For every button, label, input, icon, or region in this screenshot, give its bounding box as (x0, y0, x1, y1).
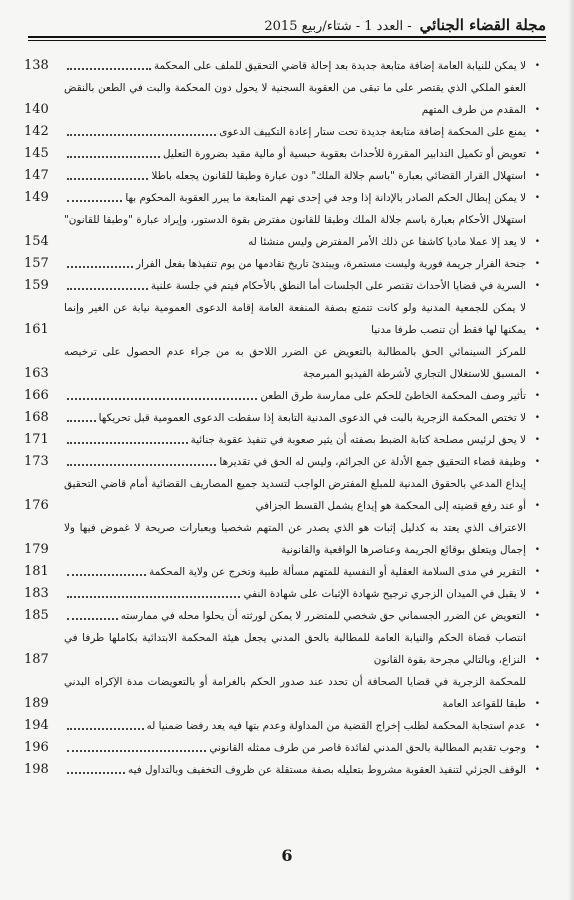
toc-entry[interactable] (24, 583, 540, 605)
dot-leader (67, 596, 240, 598)
entry-title: للمركز السينمائي الحق بالمطالبة بالتعويض عن الضرر اللاحق به من جراء عدم الحصول على ترخيصه المسبق للاستغلال التجاري لأشرطة الفيديو المبرمجة (64, 346, 526, 380)
entry-title: لا يقبل في الميدان الزجري ترجيح شهادة الإثبات على شهادة النفي (243, 588, 526, 600)
bullet-icon: • (534, 325, 540, 335)
bullet-icon: • (534, 699, 540, 709)
toc-entry[interactable] (24, 737, 540, 759)
dot-leader (67, 134, 216, 136)
dot-leader (67, 288, 148, 290)
dot-leader (67, 574, 146, 576)
entry-title: السرية في قضايا الأحداث تقتصر على الجلسات أما النطق بالأحكام فيتم في جلسة علنية (150, 280, 526, 292)
dot-leader (67, 442, 188, 444)
journal-title: مجلة القضاء الجنائي (419, 16, 546, 34)
bullet-icon: • (534, 721, 540, 731)
entry-page: 145 (24, 146, 49, 161)
bullet-icon: • (534, 281, 540, 291)
entry-page: 166 (24, 388, 49, 403)
entry-page: 154 (24, 234, 49, 249)
entry-page: 163 (24, 366, 49, 381)
bullet-icon: • (534, 413, 540, 423)
dot-leader (67, 200, 122, 202)
toc-entry[interactable] (24, 759, 540, 781)
dot-leader (67, 68, 151, 70)
entry-page: 140 (24, 102, 49, 117)
entry-page: 159 (24, 278, 49, 293)
entry-title: استهلال القرار القضائي بعبارة "باسم جلالة الملك" دون عبارة وطبقا للقانون يجعله باطلا (151, 170, 526, 182)
dot-leader (67, 266, 133, 268)
entry-title: وظيفة قضاء التحقيق جمع الأدلة عن الجرائم، وليس له الحق في تقديرها (219, 456, 526, 468)
dot-leader (67, 728, 144, 730)
toc-entry[interactable] (24, 275, 540, 297)
issue-info: - العدد 1 - شتاء/ربيع 2015 (264, 19, 412, 34)
entry-title: التقرير في مدى السلامة العقلية أو النفسية للمتهم مسألة طبية وتخرج عن ولاية المحكمة (149, 566, 526, 578)
bullet-icon: • (534, 589, 540, 599)
bullet-icon: • (534, 127, 540, 137)
entry-page: 187 (24, 652, 49, 667)
bullet-icon: • (534, 765, 540, 775)
entry-page: 157 (24, 256, 49, 271)
page-edge-shadow (568, 0, 574, 900)
dot-leader (67, 156, 160, 158)
dot-leader (67, 420, 96, 422)
entry-title: العفو الملكي الذي يقتصر على ما تبقى من العقوبة السجنية لا يحول دون المحكمة والبت في الطعن بالنقض المقدم من طرف المتهم (64, 82, 526, 116)
toc-entry[interactable] (24, 55, 540, 77)
toc-entry[interactable] (24, 143, 540, 165)
bullet-icon: • (534, 105, 540, 115)
entry-page: 149 (24, 190, 49, 205)
entry-title: يمنع على المحكمة إضافة متابعة جديدة تحت ستار إعادة التكييف الدعوى (219, 126, 526, 138)
bullet-icon: • (534, 567, 540, 577)
page-number: 6 (281, 846, 293, 865)
entry-title: عدم استجابة المحكمة لطلب إخراج القضية من المداولة وعدم بتها فيه يعد رفضا ضمنيا له (146, 720, 526, 732)
entry-title: لا يمكن إبطال الحكم الصادر بالإدانة إذا وجد في إحدى تهم المتابعة ما يبرر العقوبة المحكوم بها (125, 192, 526, 204)
toc-entry[interactable] (24, 671, 540, 715)
entry-page: 161 (24, 322, 49, 337)
dot-leader (67, 178, 148, 180)
entry-page: 181 (24, 564, 49, 579)
bullet-icon: • (534, 237, 540, 247)
bullet-icon: • (534, 259, 540, 269)
dot-leader (67, 398, 257, 400)
toc-entry[interactable] (24, 517, 540, 561)
entry-title: للمحكمة الزجرية في قضايا الصحافة أن تحدد عند صدور الحكم بالغرامة أو بالتعويضات مدة الإكراه البدني طبقا للقواعد العامة (64, 676, 526, 710)
entry-title: الاعتراف الذي يعتد به كدليل إثبات هو الذي يصدر عن المتهم شخصيا وبعبارات صريحة لا غموض فيها ولا إجمال ويتعلق بوقائع الجريمة وعناصرها الواقعية والقانونية (64, 522, 526, 556)
entry-page: 189 (24, 696, 49, 711)
entry-page: 147 (24, 168, 49, 183)
entry-title: الوقف الجزئي لتنفيذ العقوبة مشروط بتعليله بصفة مستقلة عن ظروف التخفيف وبالتداول فيه (128, 764, 526, 776)
dot-leader (67, 464, 216, 466)
entry-page: 194 (24, 718, 49, 733)
bullet-icon: • (534, 435, 540, 445)
entry-page: 183 (24, 586, 49, 601)
bullet-icon: • (534, 457, 540, 467)
bullet-icon: • (534, 61, 540, 71)
entry-page: 171 (24, 432, 49, 447)
toc-entry[interactable] (24, 165, 540, 187)
toc-entry[interactable] (24, 561, 540, 583)
table-of-contents (24, 55, 540, 781)
bullet-icon: • (534, 391, 540, 401)
toc-entry[interactable] (24, 341, 540, 385)
entry-title: جنحة الفرار جريمة فورية وليست مستمرة، ويبتدئ تاريخ تقادمها من يوم تنفيذها بفعل الفرار (135, 258, 526, 270)
bullet-icon: • (534, 545, 540, 555)
toc-entry[interactable] (24, 121, 540, 143)
entry-title: استهلال الأحكام بعبارة باسم جلالة الملك وطبقا للقانون مفترض بقوة الدستور، وإيراد عبارة "وطبقا للقانون" لا يعد إلا عملا ماديا كاشفا عن ذلك الأمر المفترض وليس منشئا له (64, 214, 526, 248)
toc-entry[interactable] (24, 429, 540, 451)
entry-page: 179 (24, 542, 49, 557)
toc-entry[interactable] (24, 451, 540, 473)
entry-title: لا يحق لرئيس مصلحة كتابة الضبط بصفته أن يثير صعوبة في تنفيذ عقوبة جنائية (190, 434, 526, 446)
entry-title: لا يمكن للجمعية المدنية ولو كانت تتمتع بصفة المنفعة العامة إقامة الدعوى العمومية نيابة عن الغير وإنما يمكنها لها فقط أن تنصب طرفا مدنيا (64, 302, 526, 336)
bullet-icon: • (534, 611, 540, 621)
toc-entry[interactable] (24, 187, 540, 209)
entry-page: 142 (24, 124, 49, 139)
entry-page: 196 (24, 740, 49, 755)
entry-title: انتصاب قضاة الحكم والنيابة العامة للمطالبة بالحق المدني يجعل هيئة المحكمة الابتدائية بكاملها طرفا في النزاع، وبالتالي مجرحة بقوة القانون (64, 632, 526, 666)
header-rule-thick (28, 36, 546, 38)
bullet-icon: • (534, 193, 540, 203)
bullet-icon: • (534, 149, 540, 159)
entry-title: تأثير وصف المحكمة الخاطئ للحكم على ممارسة طرق الطعن (260, 390, 526, 402)
bullet-icon: • (534, 501, 540, 511)
entry-title: تعويض أو تكميل التدابير المقررة للأحداث بعقوبة حبسية أو مالية مقيد بضرورة التعليل (163, 148, 526, 160)
entry-title: لا يمكن للنيابة العامة إضافة متابعة جديدة بعد إحالة قاضي التحقيق للملف على المحكمة (153, 60, 526, 72)
toc-entry[interactable] (24, 715, 540, 737)
entry-page: 198 (24, 762, 49, 777)
entry-page: 185 (24, 608, 49, 623)
toc-entry[interactable] (24, 297, 540, 341)
toc-entry[interactable] (24, 253, 540, 275)
toc-entry[interactable] (24, 209, 540, 253)
toc-entry[interactable] (24, 385, 540, 407)
entry-page: 176 (24, 498, 49, 513)
dot-leader (67, 772, 125, 774)
header-rule-thin (28, 40, 546, 41)
entry-page: 173 (24, 454, 49, 469)
bullet-icon: • (534, 743, 540, 753)
bullet-icon: • (534, 369, 540, 379)
dot-leader (67, 618, 118, 620)
bullet-icon: • (534, 655, 540, 665)
entry-page: 138 (24, 58, 49, 73)
entry-title: التعويض عن الضرر الجسماني حق شخصي للمتضرر لا يمكن لورثته أن يحلوا محله في ممارسته (120, 610, 526, 622)
toc-entry[interactable] (24, 407, 540, 429)
toc-entry[interactable] (24, 627, 540, 671)
journal-header (28, 10, 546, 34)
toc-entry[interactable] (24, 77, 540, 121)
entry-title: إيداع المدعي بالحقوق المدنية للمبلغ المفترض الواجب لتسديد جميع المصاريف القضائية أمام قاضي التحقيق أو عند رفع قضيته إلى المحكمة هو إيداع يشمل القسط الجزافي (64, 478, 526, 512)
entry-page: 168 (24, 410, 49, 425)
entry-title: لا تختص المحكمة الزجرية بالبت في الدعوى المدنية التابعة إذا سقطت الدعوى العمومية قبل تحريكها (98, 412, 526, 424)
bullet-icon: • (534, 171, 540, 181)
entry-title: وجوب تقديم المطالبة بالحق المدني لفائدة قاصر من طرف ممثله القانوني (209, 742, 526, 754)
toc-entry[interactable] (24, 605, 540, 627)
dot-leader (67, 750, 206, 752)
toc-entry[interactable] (24, 473, 540, 517)
